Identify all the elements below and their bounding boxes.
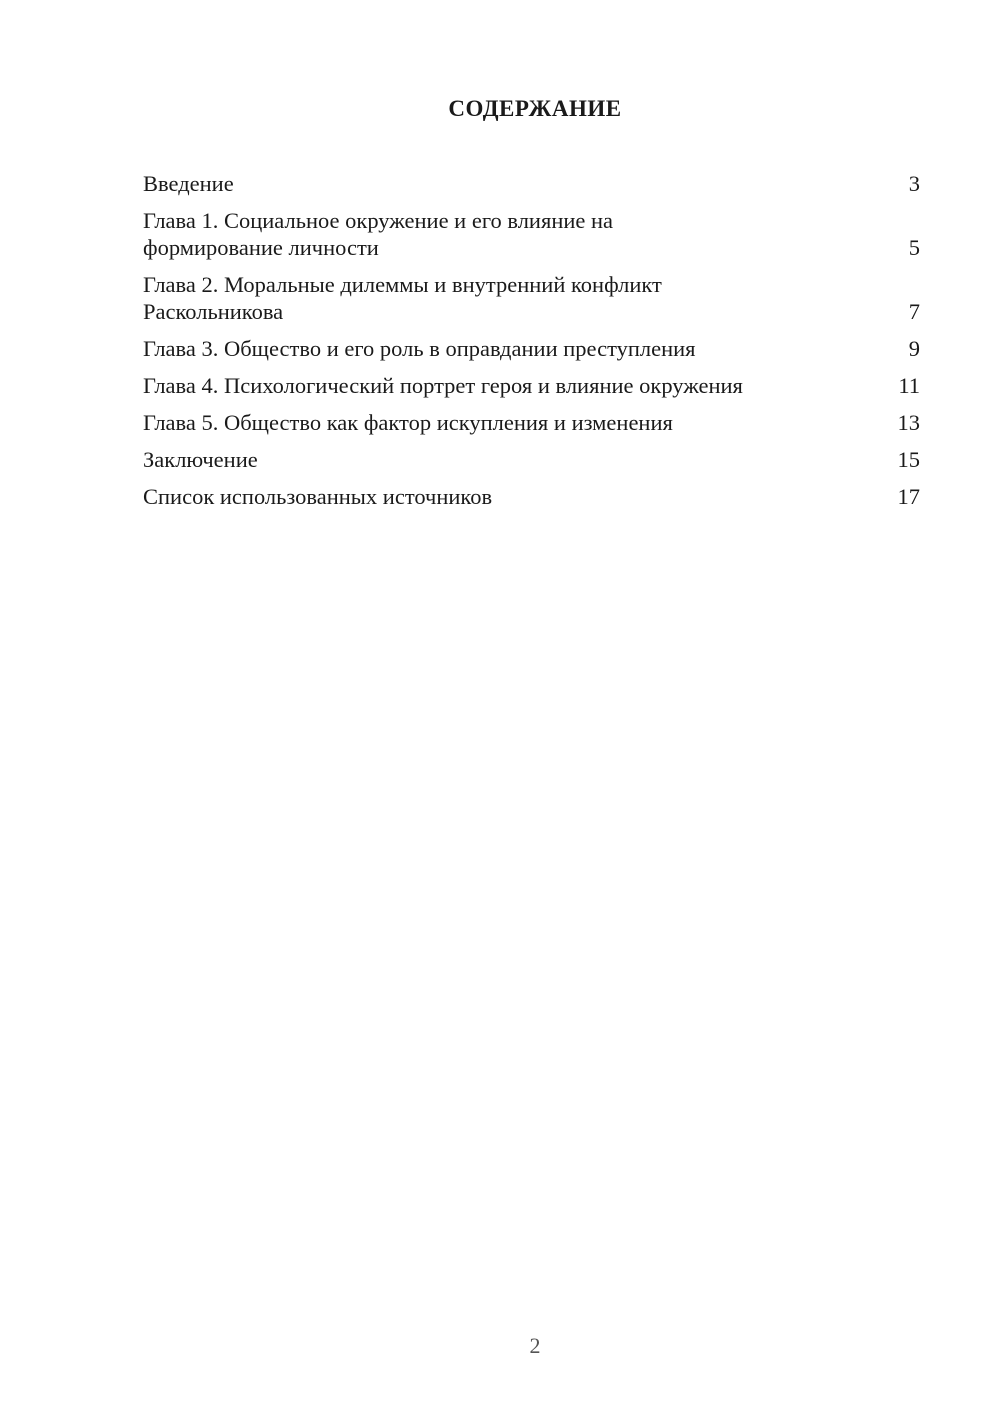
toc-entry-text: Глава 4. Психологический портрет героя и влияние окружения xyxy=(143,373,743,398)
toc-entry-text: Глава 3. Общество и его роль в оправдании преступления xyxy=(143,336,696,361)
toc-entry-chapter-2 xyxy=(143,271,920,325)
toc-entry-text: Список использованных источников xyxy=(143,484,493,509)
toc-entry-text: Глава 1. Социальное окружение и его влияние на формирование личности xyxy=(143,208,614,260)
toc-entry-references xyxy=(143,483,920,510)
toc-entry-page: 7 xyxy=(908,299,920,324)
toc-entry-chapter-4 xyxy=(143,372,920,399)
toc-entry-introduction xyxy=(143,170,920,197)
toc-entry-text: Глава 2. Моральные дилеммы и внутренний конфликт Раскольникова xyxy=(143,272,662,324)
toc-entry-text: Введение xyxy=(143,171,234,196)
toc-entry-page: 11 xyxy=(898,373,920,398)
toc-entry-chapter-3 xyxy=(143,335,920,362)
table-of-contents xyxy=(143,170,920,520)
toc-entry-text: Заключение xyxy=(143,447,258,472)
toc-entry-page: 13 xyxy=(897,410,920,435)
toc-entry-page: 17 xyxy=(897,484,920,509)
toc-entry-conclusion xyxy=(143,446,920,473)
toc-entry-chapter-1 xyxy=(143,207,920,261)
toc-entry-page: 15 xyxy=(897,447,920,472)
toc-entry-page: 5 xyxy=(908,235,920,260)
toc-entry-text: Глава 5. Общество как фактор искупления и изменения xyxy=(143,410,673,435)
toc-title: СОДЕРЖАНИЕ xyxy=(448,96,622,121)
page-number: 2 xyxy=(529,1333,541,1358)
toc-entry-page: 3 xyxy=(908,171,920,196)
toc-entry-page: 9 xyxy=(908,336,920,361)
toc-entry-chapter-5 xyxy=(143,409,920,436)
